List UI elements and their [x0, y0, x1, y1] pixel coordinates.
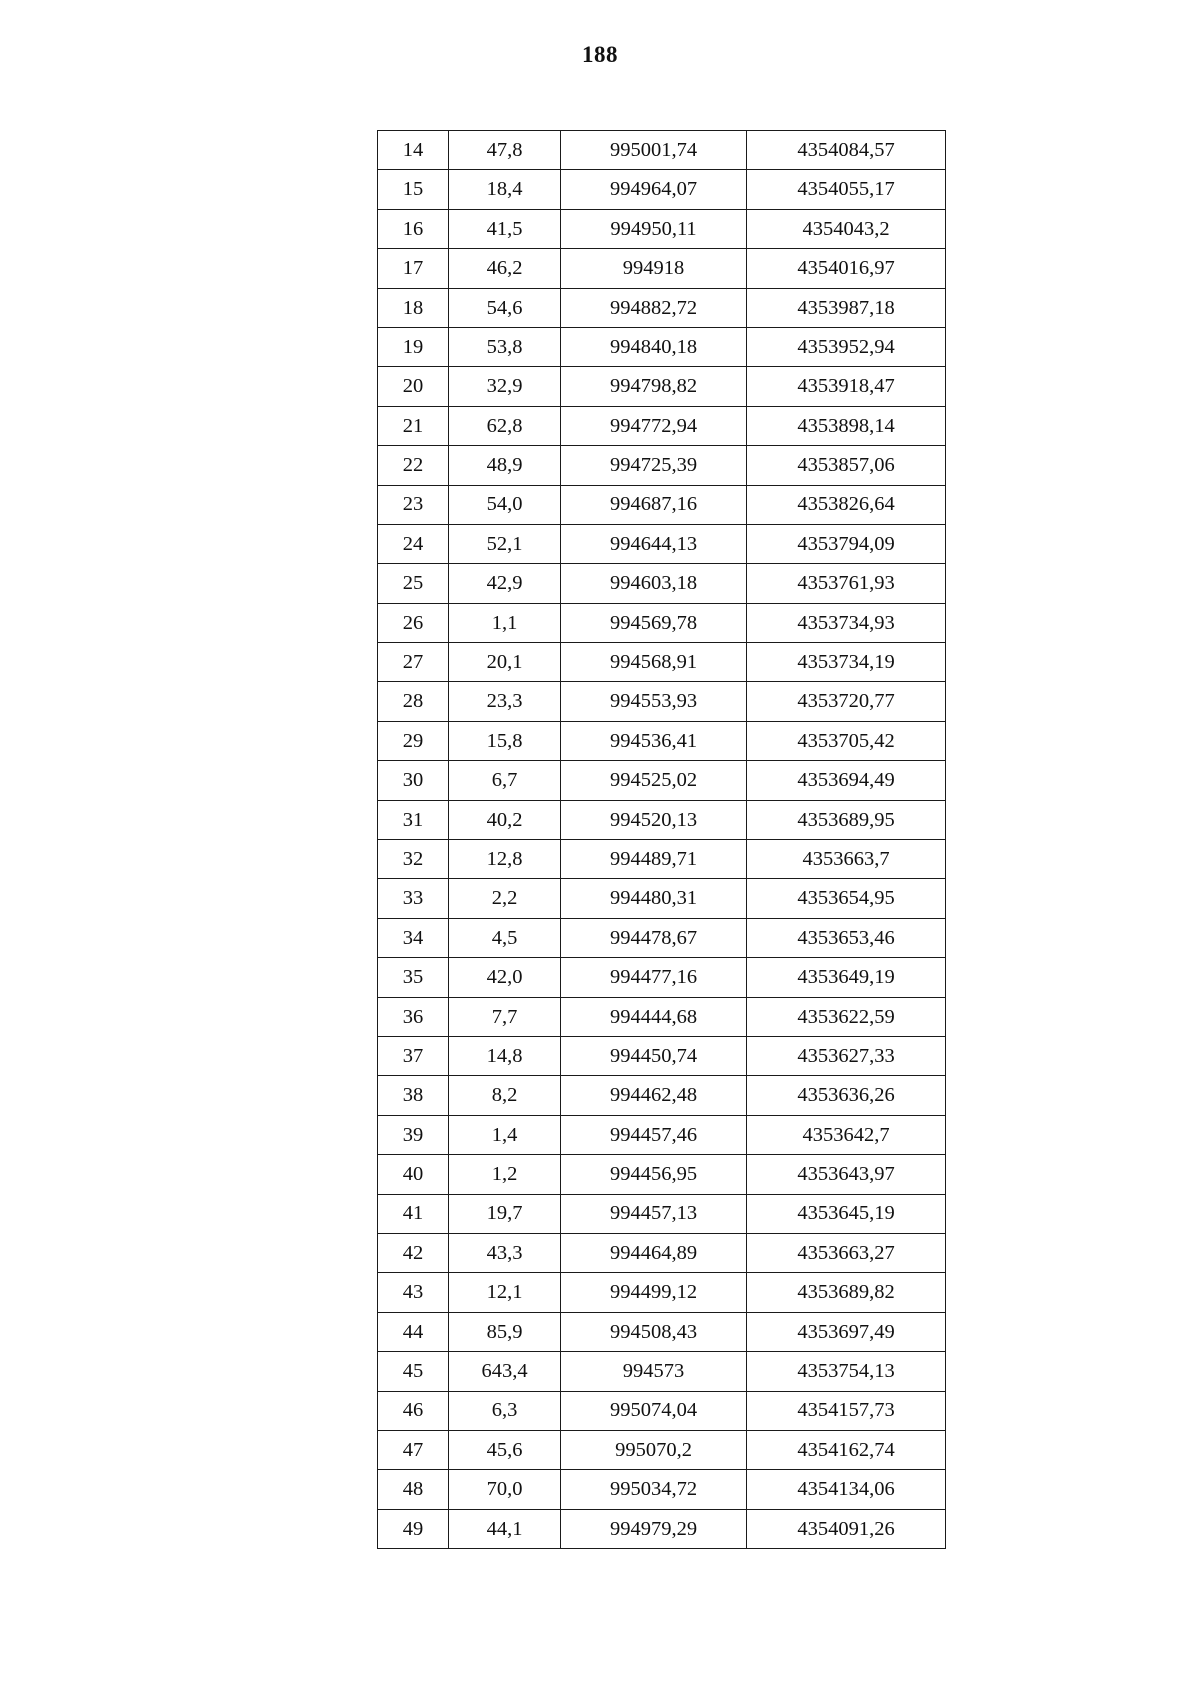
point-number-cell: 49: [378, 1509, 449, 1548]
point-number-cell: 42: [378, 1233, 449, 1272]
x-coordinate-cell: 994462,48: [561, 1076, 747, 1115]
table-row: [378, 249, 946, 288]
segment-length-cell: 12,1: [449, 1273, 561, 1312]
y-coordinate-cell: 4353761,93: [747, 564, 946, 603]
x-coordinate-cell: 994489,71: [561, 840, 747, 879]
y-coordinate-cell: 4353689,82: [747, 1273, 946, 1312]
point-number-cell: 15: [378, 170, 449, 209]
y-coordinate-cell: 4354157,73: [747, 1391, 946, 1430]
point-number-cell: 39: [378, 1115, 449, 1154]
table-row: [378, 485, 946, 524]
point-number-cell: 44: [378, 1312, 449, 1351]
point-number-cell: 25: [378, 564, 449, 603]
point-number-cell: 18: [378, 288, 449, 327]
segment-length-cell: 12,8: [449, 840, 561, 879]
point-number-cell: 34: [378, 918, 449, 957]
y-coordinate-cell: 4353622,59: [747, 997, 946, 1036]
segment-length-cell: 8,2: [449, 1076, 561, 1115]
y-coordinate-cell: 4353754,13: [747, 1352, 946, 1391]
x-coordinate-cell: 994450,74: [561, 1036, 747, 1075]
segment-length-cell: 6,7: [449, 761, 561, 800]
y-coordinate-cell: 4353653,46: [747, 918, 946, 957]
y-coordinate-cell: 4353663,27: [747, 1233, 946, 1272]
x-coordinate-cell: 994444,68: [561, 997, 747, 1036]
segment-length-cell: 6,3: [449, 1391, 561, 1430]
point-number-cell: 24: [378, 524, 449, 563]
y-coordinate-cell: 4353645,19: [747, 1194, 946, 1233]
segment-length-cell: 52,1: [449, 524, 561, 563]
segment-length-cell: 53,8: [449, 327, 561, 366]
y-coordinate-cell: 4354055,17: [747, 170, 946, 209]
x-coordinate-cell: 995070,2: [561, 1430, 747, 1469]
point-number-cell: 16: [378, 209, 449, 248]
point-number-cell: 45: [378, 1352, 449, 1391]
segment-length-cell: 23,3: [449, 682, 561, 721]
y-coordinate-cell: 4353705,42: [747, 721, 946, 760]
point-number-cell: 43: [378, 1273, 449, 1312]
coordinates-table: [377, 130, 946, 1549]
point-number-cell: 33: [378, 879, 449, 918]
table-row: [378, 800, 946, 839]
x-coordinate-cell: 994477,16: [561, 958, 747, 997]
x-coordinate-cell: 994964,07: [561, 170, 747, 209]
segment-length-cell: 18,4: [449, 170, 561, 209]
x-coordinate-cell: 994536,41: [561, 721, 747, 760]
x-coordinate-cell: 994553,93: [561, 682, 747, 721]
table-row: [378, 1155, 946, 1194]
segment-length-cell: 41,5: [449, 209, 561, 248]
y-coordinate-cell: 4354084,57: [747, 131, 946, 170]
segment-length-cell: 4,5: [449, 918, 561, 957]
table-row: [378, 958, 946, 997]
segment-length-cell: 45,6: [449, 1430, 561, 1469]
table-row: [378, 997, 946, 1036]
y-coordinate-cell: 4353898,14: [747, 406, 946, 445]
table-row: [378, 288, 946, 327]
table-row: [378, 367, 946, 406]
segment-length-cell: 42,0: [449, 958, 561, 997]
x-coordinate-cell: 994798,82: [561, 367, 747, 406]
y-coordinate-cell: 4353636,26: [747, 1076, 946, 1115]
table-row: [378, 1509, 946, 1548]
segment-length-cell: 1,1: [449, 603, 561, 642]
x-coordinate-cell: 994568,91: [561, 643, 747, 682]
point-number-cell: 30: [378, 761, 449, 800]
table-row: [378, 1430, 946, 1469]
segment-length-cell: 19,7: [449, 1194, 561, 1233]
point-number-cell: 26: [378, 603, 449, 642]
x-coordinate-cell: 994525,02: [561, 761, 747, 800]
x-coordinate-cell: 994520,13: [561, 800, 747, 839]
table-row: [378, 603, 946, 642]
table-row: [378, 721, 946, 760]
x-coordinate-cell: 994478,67: [561, 918, 747, 957]
point-number-cell: 17: [378, 249, 449, 288]
table-row: [378, 643, 946, 682]
x-coordinate-cell: 994464,89: [561, 1233, 747, 1272]
point-number-cell: 41: [378, 1194, 449, 1233]
table-row: [378, 1352, 946, 1391]
point-number-cell: 47: [378, 1430, 449, 1469]
page-number: 188: [582, 42, 618, 67]
table-row: [378, 1115, 946, 1154]
y-coordinate-cell: 4353794,09: [747, 524, 946, 563]
table-row: [378, 1194, 946, 1233]
point-number-cell: 35: [378, 958, 449, 997]
x-coordinate-cell: 994457,13: [561, 1194, 747, 1233]
x-coordinate-cell: 994882,72: [561, 288, 747, 327]
segment-length-cell: 1,4: [449, 1115, 561, 1154]
table-row: [378, 1233, 946, 1272]
x-coordinate-cell: 994772,94: [561, 406, 747, 445]
table-row: [378, 840, 946, 879]
table-row: [378, 170, 946, 209]
y-coordinate-cell: 4353952,94: [747, 327, 946, 366]
table-row: [378, 1312, 946, 1351]
segment-length-cell: 15,8: [449, 721, 561, 760]
coordinates-table-body: [378, 131, 946, 1549]
segment-length-cell: 1,2: [449, 1155, 561, 1194]
table-row: [378, 879, 946, 918]
point-number-cell: 40: [378, 1155, 449, 1194]
x-coordinate-cell: 995074,04: [561, 1391, 747, 1430]
y-coordinate-cell: 4353642,7: [747, 1115, 946, 1154]
x-coordinate-cell: 994573: [561, 1352, 747, 1391]
point-number-cell: 32: [378, 840, 449, 879]
y-coordinate-cell: 4353654,95: [747, 879, 946, 918]
y-coordinate-cell: 4353663,7: [747, 840, 946, 879]
table-row: [378, 446, 946, 485]
point-number-cell: 48: [378, 1470, 449, 1509]
table-row: [378, 1036, 946, 1075]
segment-length-cell: 643,4: [449, 1352, 561, 1391]
segment-length-cell: 2,2: [449, 879, 561, 918]
table-row: [378, 524, 946, 563]
x-coordinate-cell: 994603,18: [561, 564, 747, 603]
table-row: [378, 406, 946, 445]
point-number-cell: 22: [378, 446, 449, 485]
table-row: [378, 761, 946, 800]
y-coordinate-cell: 4354016,97: [747, 249, 946, 288]
y-coordinate-cell: 4354091,26: [747, 1509, 946, 1548]
segment-length-cell: 7,7: [449, 997, 561, 1036]
segment-length-cell: 14,8: [449, 1036, 561, 1075]
y-coordinate-cell: 4353720,77: [747, 682, 946, 721]
segment-length-cell: 20,1: [449, 643, 561, 682]
table-row: [378, 327, 946, 366]
x-coordinate-cell: 995034,72: [561, 1470, 747, 1509]
segment-length-cell: 46,2: [449, 249, 561, 288]
y-coordinate-cell: 4353826,64: [747, 485, 946, 524]
segment-length-cell: 32,9: [449, 367, 561, 406]
table-row: [378, 564, 946, 603]
y-coordinate-cell: 4353643,97: [747, 1155, 946, 1194]
x-coordinate-cell: 994456,95: [561, 1155, 747, 1194]
point-number-cell: 31: [378, 800, 449, 839]
x-coordinate-cell: 994840,18: [561, 327, 747, 366]
point-number-cell: 38: [378, 1076, 449, 1115]
x-coordinate-cell: 995001,74: [561, 131, 747, 170]
segment-length-cell: 43,3: [449, 1233, 561, 1272]
y-coordinate-cell: 4354134,06: [747, 1470, 946, 1509]
point-number-cell: 46: [378, 1391, 449, 1430]
point-number-cell: 27: [378, 643, 449, 682]
x-coordinate-cell: 994979,29: [561, 1509, 747, 1548]
point-number-cell: 28: [378, 682, 449, 721]
table-row: [378, 209, 946, 248]
y-coordinate-cell: 4354162,74: [747, 1430, 946, 1469]
y-coordinate-cell: 4353734,19: [747, 643, 946, 682]
point-number-cell: 20: [378, 367, 449, 406]
table-row: [378, 1076, 946, 1115]
segment-length-cell: 40,2: [449, 800, 561, 839]
point-number-cell: 14: [378, 131, 449, 170]
table-row: [378, 131, 946, 170]
x-coordinate-cell: 994687,16: [561, 485, 747, 524]
y-coordinate-cell: 4353627,33: [747, 1036, 946, 1075]
y-coordinate-cell: 4353697,49: [747, 1312, 946, 1351]
y-coordinate-cell: 4353694,49: [747, 761, 946, 800]
point-number-cell: 29: [378, 721, 449, 760]
x-coordinate-cell: 994918: [561, 249, 747, 288]
point-number-cell: 21: [378, 406, 449, 445]
x-coordinate-cell: 994499,12: [561, 1273, 747, 1312]
point-number-cell: 37: [378, 1036, 449, 1075]
point-number-cell: 36: [378, 997, 449, 1036]
y-coordinate-cell: 4353918,47: [747, 367, 946, 406]
segment-length-cell: 54,0: [449, 485, 561, 524]
segment-length-cell: 44,1: [449, 1509, 561, 1548]
x-coordinate-cell: 994508,43: [561, 1312, 747, 1351]
table-row: [378, 1391, 946, 1430]
segment-length-cell: 85,9: [449, 1312, 561, 1351]
segment-length-cell: 70,0: [449, 1470, 561, 1509]
table-row: [378, 918, 946, 957]
y-coordinate-cell: 4354043,2: [747, 209, 946, 248]
y-coordinate-cell: 4353689,95: [747, 800, 946, 839]
table-row: [378, 682, 946, 721]
point-number-cell: 19: [378, 327, 449, 366]
y-coordinate-cell: 4353734,93: [747, 603, 946, 642]
x-coordinate-cell: 994725,39: [561, 446, 747, 485]
point-number-cell: 23: [378, 485, 449, 524]
segment-length-cell: 42,9: [449, 564, 561, 603]
x-coordinate-cell: 994480,31: [561, 879, 747, 918]
segment-length-cell: 47,8: [449, 131, 561, 170]
table-row: [378, 1470, 946, 1509]
x-coordinate-cell: 994569,78: [561, 603, 747, 642]
y-coordinate-cell: 4353857,06: [747, 446, 946, 485]
x-coordinate-cell: 994457,46: [561, 1115, 747, 1154]
y-coordinate-cell: 4353649,19: [747, 958, 946, 997]
y-coordinate-cell: 4353987,18: [747, 288, 946, 327]
table-row: [378, 1273, 946, 1312]
x-coordinate-cell: 994950,11: [561, 209, 747, 248]
segment-length-cell: 62,8: [449, 406, 561, 445]
segment-length-cell: 48,9: [449, 446, 561, 485]
segment-length-cell: 54,6: [449, 288, 561, 327]
x-coordinate-cell: 994644,13: [561, 524, 747, 563]
